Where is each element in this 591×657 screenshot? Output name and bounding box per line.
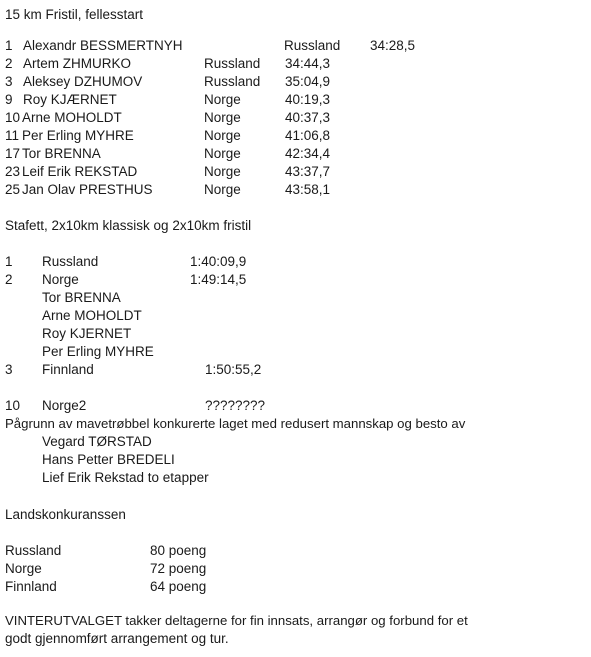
country-cell: Norge xyxy=(204,110,241,125)
country-cell: Norge xyxy=(5,561,42,576)
time-cell: 43:58,1 xyxy=(285,182,331,197)
time-cell: 1:49:14,5 xyxy=(190,272,247,287)
athlete-name: Alexandr BESSMERTNYH xyxy=(23,38,183,53)
place-cell: 10 xyxy=(5,398,21,413)
time-cell: 1:40:09,9 xyxy=(190,254,247,269)
points-cell: 64 poeng xyxy=(150,579,207,594)
team-name: Norge2 xyxy=(42,398,87,413)
time-cell: 35:04,9 xyxy=(285,74,331,89)
time-cell: ???????? xyxy=(205,398,266,413)
place-cell: 11 xyxy=(5,128,20,143)
place-cell: 2 xyxy=(5,272,13,287)
team-name: Norge xyxy=(42,272,79,287)
time-cell: 40:19,3 xyxy=(285,92,331,107)
time-cell: 43:37,7 xyxy=(285,164,331,179)
country-cell: Norge xyxy=(204,92,241,107)
place-cell: 2 xyxy=(5,56,13,71)
athlete-name: Tor BRENNA xyxy=(22,146,101,161)
place-cell: 1 xyxy=(5,254,13,269)
relay-note: Pågrunn av mavetrøbbel konkurerte laget med redusert mannskap og besto av xyxy=(5,416,466,431)
country-cell: Norge xyxy=(204,164,241,179)
time-cell: 34:28,5 xyxy=(370,38,416,53)
team-member: Arne MOHOLDT xyxy=(42,308,142,323)
team-member: Hans Petter BREDELI xyxy=(42,452,175,467)
country-cell: Norge xyxy=(204,146,241,161)
section-title-relay: Stafett, 2x10km klassisk og 2x10km fristil xyxy=(5,218,252,233)
section-title-nations: Landskonkuranssen xyxy=(5,507,126,522)
country-cell: Russland xyxy=(5,543,62,558)
country-cell: Finnland xyxy=(5,579,57,594)
athlete-name: Artem ZHMURKO xyxy=(23,56,131,71)
place-cell: 25 xyxy=(5,182,21,197)
country-cell: Russland xyxy=(284,38,341,53)
athlete-name: Jan Olav PRESTHUS xyxy=(22,182,153,197)
place-cell: 3 xyxy=(5,362,13,377)
time-cell: 41:06,8 xyxy=(285,128,331,143)
place-cell: 17 xyxy=(5,146,21,161)
points-cell: 72 poeng xyxy=(150,561,207,576)
country-cell: Norge xyxy=(204,128,241,143)
athlete-name: Leif Erik REKSTAD xyxy=(22,164,138,179)
team-member: Per Erling MYHRE xyxy=(42,344,154,359)
team-member: Tor BRENNA xyxy=(42,290,121,305)
team-member: Roy KJERNET xyxy=(42,326,132,341)
place-cell: 3 xyxy=(5,74,13,89)
country-cell: Russland xyxy=(204,74,261,89)
closing-line-2: godt gjennomført arrangement og tur. xyxy=(5,631,229,646)
closing-line-1: VINTERUTVALGET takker deltagerne for fin innsats, arrangør og forbund for et xyxy=(5,613,468,628)
place-cell: 10 xyxy=(5,110,21,125)
time-cell: 1:50:55,2 xyxy=(205,362,262,377)
country-cell: Norge xyxy=(204,182,241,197)
athlete-name: Roy KJÆRNET xyxy=(23,92,117,107)
team-member: Vegard TØRSTAD xyxy=(42,434,152,449)
athlete-name: Aleksey DZHUMOV xyxy=(23,74,143,89)
team-name: Finnland xyxy=(42,362,94,377)
team-name: Russland xyxy=(42,254,99,269)
points-cell: 80 poeng xyxy=(150,543,207,558)
time-cell: 42:34,4 xyxy=(285,146,331,161)
time-cell: 34:44,3 xyxy=(285,56,331,71)
athlete-name: Arne MOHOLDT xyxy=(22,110,122,125)
section-title-15km: 15 km Fristil, fellesstart xyxy=(5,7,144,22)
country-cell: Russland xyxy=(204,56,261,71)
time-cell: 40:37,3 xyxy=(285,110,331,125)
team-member: Lief Erik Rekstad to etapper xyxy=(42,470,209,485)
place-cell: 1 xyxy=(5,38,13,53)
place-cell: 9 xyxy=(5,92,13,107)
athlete-name: Per Erling MYHRE xyxy=(22,128,134,143)
place-cell: 23 xyxy=(5,164,21,179)
